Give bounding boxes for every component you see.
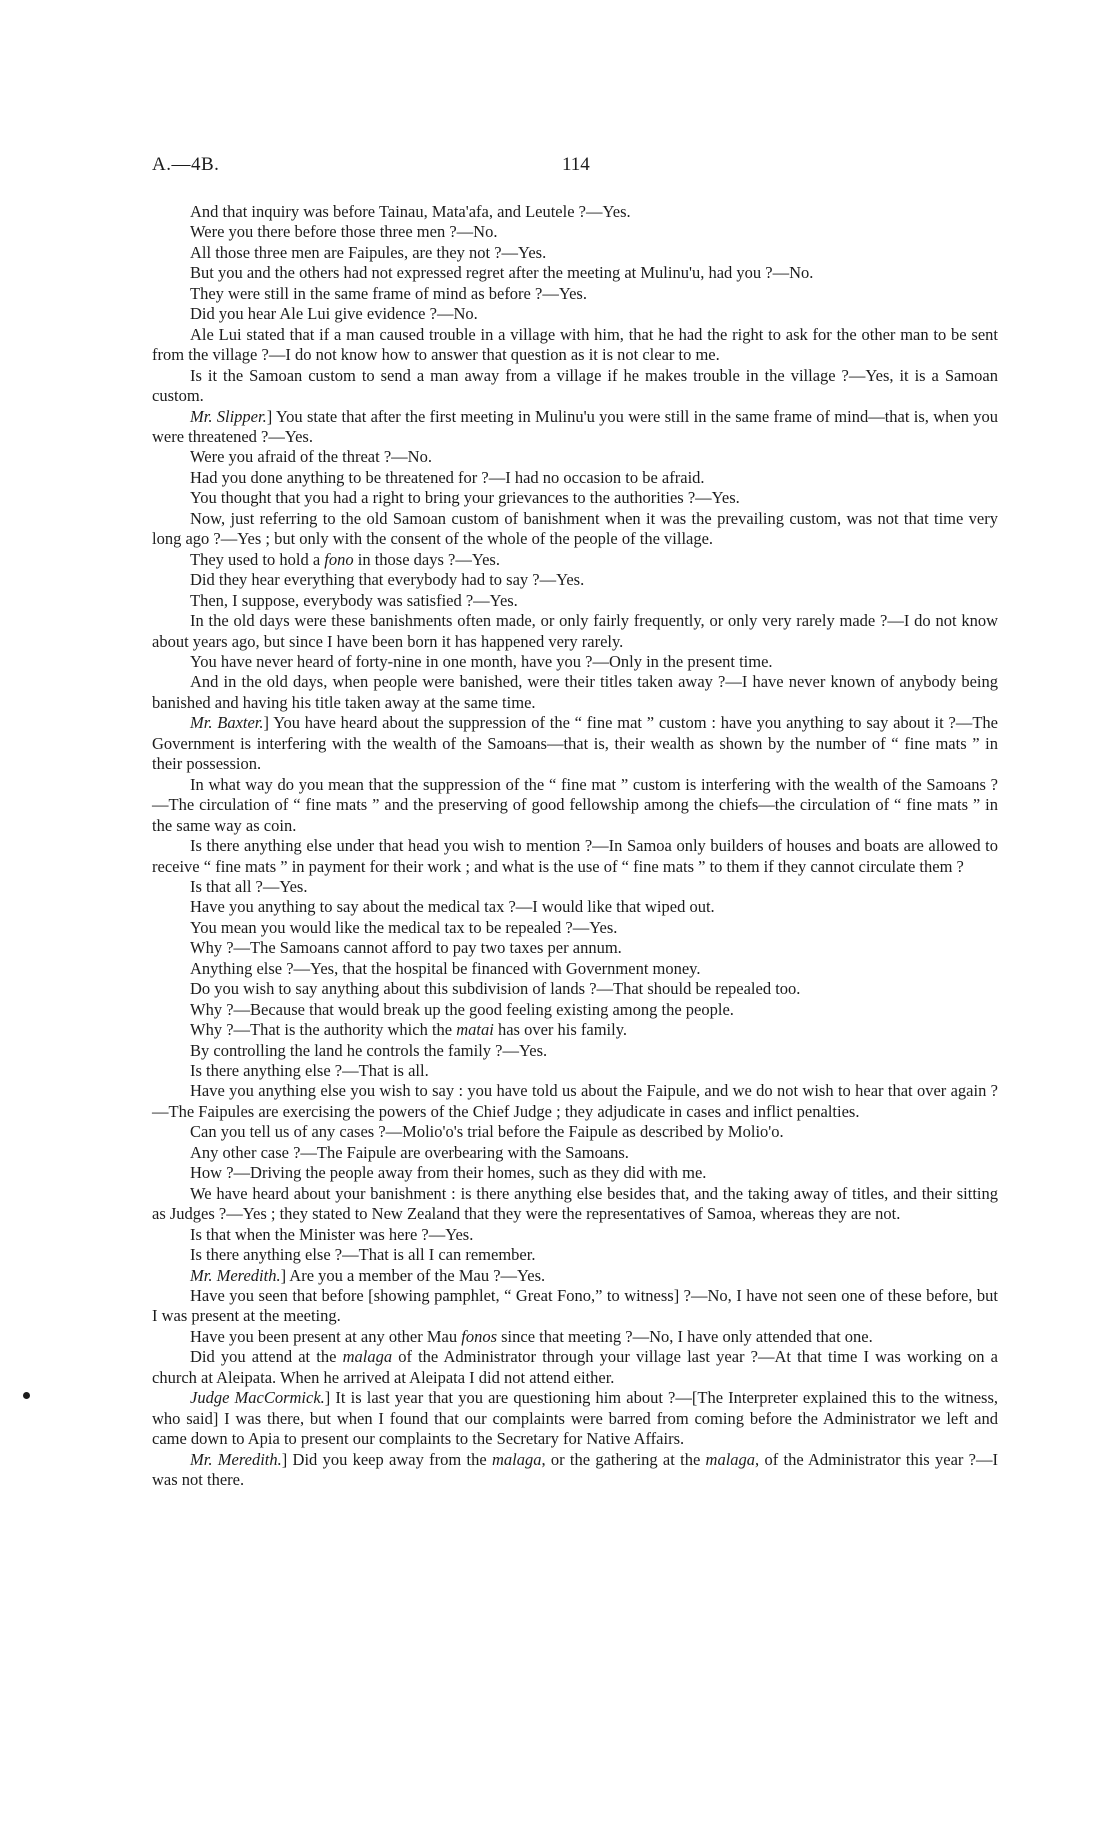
paragraph <box>152 775 998 836</box>
paragraph <box>152 1327 998 1347</box>
text-run: Were you afraid of the threat ?—No. <box>190 447 432 467</box>
paragraph <box>152 1061 998 1081</box>
text-run: But you and the others had not expressed regret after the meeting at Mulinu'u, had you ?—No. <box>190 263 814 283</box>
paragraph <box>152 243 998 263</box>
text-run: By controlling the land he controls the family ?—Yes. <box>190 1040 548 1060</box>
paragraph <box>152 1000 998 1020</box>
paragraph <box>152 488 998 508</box>
text-run: We have heard about your banishment : is there anything else besides that, and the taking away of titles, and their sitting as Judges ?—Yes ; they stated to New Zealand that they were the representatives of Samoa, whereas they are not. <box>152 1183 998 1224</box>
paragraph <box>152 447 998 467</box>
text-run: Why ?—That is the authority which the <box>190 1020 457 1040</box>
text-run: Had you done anything to be threatened for ?—I had no occasion to be afraid. <box>190 467 705 487</box>
page-header <box>152 154 998 180</box>
text-run: Is it the Samoan custom to send a man away from a village if he makes trouble in the village ?—Yes, it is a Samoan custom. <box>152 365 998 406</box>
text-run: Anything else ?—Yes, that the hospital be financed with Government money. <box>190 958 701 978</box>
text-run: And that inquiry was before Tainau, Mata'afa, and Leutele ?—Yes. <box>190 202 631 221</box>
paragraph <box>152 611 998 652</box>
text-run: Did you hear Ale Lui give evidence ?—No. <box>190 304 478 324</box>
text-run: How ?—Driving the people away from their homes, such as they did with me. <box>190 1163 707 1183</box>
paragraph <box>152 918 998 938</box>
paragraph <box>152 1122 998 1142</box>
italic-run: malaga <box>491 1449 542 1469</box>
text-run: Then, I suppose, everybody was satisfied ?—Yes. <box>190 590 518 610</box>
text-run: Do you wish to say anything about this subdivision of lands ?—That should be repealed too. <box>190 979 801 999</box>
document-reference: A.—4B. <box>152 154 220 175</box>
paragraph <box>152 570 998 590</box>
paragraph <box>152 1245 998 1265</box>
paragraph <box>152 1225 998 1245</box>
text-run: has over his family. <box>493 1020 628 1040</box>
paragraph <box>152 897 998 917</box>
paragraph <box>152 1020 998 1040</box>
text-run: Why ?—Because that would break up the good feeling existing among the people. <box>190 999 734 1019</box>
text-run: Now, just referring to the old Samoan custom of banishment when it was the prevailing custom, was not that time very long ago ?—Yes ; but only with the consent of the whole of the people of the village. <box>152 508 998 549</box>
text-run: Have you seen that before [showing pamphlet, “ Great Fono,” to witness] ?—No, I have not seen one of these before, but I was present at the meeting. <box>152 1286 998 1326</box>
italic-run: malaga <box>342 1347 393 1367</box>
paragraph <box>152 468 998 488</box>
text-run: Why ?—The Samoans cannot afford to pay two taxes per annum. <box>190 938 622 958</box>
text-run: in those days ?—Yes. <box>353 549 500 569</box>
paragraph <box>152 938 998 958</box>
paragraph <box>152 1347 998 1388</box>
paragraph <box>152 1266 998 1286</box>
paragraph <box>152 713 998 774</box>
text-run: since that meeting ?—No, I have only attended that one. <box>497 1326 873 1346</box>
italic-run: Mr. Meredith. <box>190 1449 282 1469</box>
paragraph <box>152 222 998 242</box>
text-run: , or the gathering at the <box>541 1449 706 1469</box>
paragraph <box>152 202 998 222</box>
paragraph <box>152 979 998 999</box>
text-run: Is that all ?—Yes. <box>190 876 308 896</box>
paragraph <box>152 1041 998 1061</box>
paragraph <box>152 325 998 366</box>
paragraph <box>152 1286 998 1327</box>
text-run: They used to hold a <box>190 549 325 569</box>
text-run: Is there anything else ?—That is all I can remember. <box>190 1245 536 1265</box>
paragraph <box>152 284 998 304</box>
paragraph <box>152 263 998 283</box>
paragraph <box>152 407 998 448</box>
text-run: Can you tell us of any cases ?—Molio'o's trial before the Faipule as described by Molio'o. <box>190 1122 784 1142</box>
paragraph <box>152 1450 998 1491</box>
text-run: ] Did you keep away from the <box>281 1449 492 1469</box>
paragraph <box>152 304 998 324</box>
italic-run: Mr. Slipper. <box>190 406 267 426</box>
text-run: ] Are you a member of the Mau ?—Yes. <box>280 1265 546 1285</box>
paragraph <box>152 877 998 897</box>
italic-run: malaga <box>705 1449 756 1469</box>
paragraph <box>152 1163 998 1183</box>
paragraph <box>152 959 998 979</box>
text-run: You have never heard of forty-nine in one month, have you ?—Only in the present time. <box>190 651 773 671</box>
text-run: All those three men are Faipules, are they not ?—Yes. <box>190 242 547 262</box>
paragraph <box>152 366 998 407</box>
text-run: Were you there before those three men ?—No. <box>190 222 498 242</box>
italic-run: Mr. Baxter. <box>190 713 264 733</box>
italic-run: Judge MacCormick. <box>190 1388 325 1408</box>
paragraph <box>152 591 998 611</box>
text-run: They were still in the same frame of mind as before ?—Yes. <box>190 283 587 303</box>
paragraph <box>152 672 998 713</box>
text-run: Any other case ?—The Faipule are overbearing with the Samoans. <box>190 1142 629 1162</box>
text-run: ] You have heard about the suppression of the “ fine mat ” custom : have you anything to say about it ?—The Government is interfering with the wealth of the Samoans—that is, their wealth as shown by the number of “ fine mats ” in their possession. <box>152 713 998 774</box>
text-run: In the old days were these banishments often made, or only fairly frequently, or only very rarely made ?—I do not know about years ago, but since I have been born it has happened very rarely. <box>152 611 998 651</box>
text-run: Is that when the Minister was here ?—Yes. <box>190 1224 474 1244</box>
paragraph <box>152 1388 998 1449</box>
paragraph <box>152 1184 998 1225</box>
text-run: Have you anything else you wish to say : you have told us about the Faipule, and we do not wish to hear that over again ?—The Faipules are exercising the powers of the Chief Judge ; they adjudicate in cases and inflict penalties. <box>152 1081 998 1121</box>
text-run: You thought that you had a right to bring your grievances to the authorities ?—Yes. <box>190 488 740 508</box>
paragraph <box>152 1143 998 1163</box>
paragraph <box>152 652 998 672</box>
italic-run: matai <box>456 1020 494 1040</box>
italic-run: fonos <box>461 1326 498 1346</box>
italic-run: fono <box>324 549 354 569</box>
text-run: , of the Administrator this year ?—I was not there. <box>152 1449 998 1490</box>
text-run: And in the old days, when people were banished, were their titles taken away ?—I have never known of anybody being banished and having his title taken away at the same time. <box>152 672 998 712</box>
text-run: In what way do you mean that the suppression of the “ fine mat ” custom is interfering with the wealth of the Samoans ?—The circulation of “ fine mats ” and the preserving of good fellowship among the chiefs—the circulation of “ fine mats ” in the same way as coin. <box>152 774 998 835</box>
text-run: Is there anything else under that head you wish to mention ?—In Samoa only builders of houses and boats are allowed to receive “ fine mats ” in payment for their work ; and what is the use of “ fine mats ” to them if they cannot circulate them ? <box>152 836 998 876</box>
text-run: ] You state that after the first meeting in Mulinu'u you were still in the same frame of mind—that is, when you were threatened ?—Yes. <box>152 406 998 446</box>
page-number: 114 <box>562 154 590 175</box>
text-run: You mean you would like the medical tax to be repealed ?—Yes. <box>190 917 618 937</box>
text-run: of the Administrator through your village last year ?—At that time I was working on a church at Aleipata. When he arrived at Aleipata I did not attend either. <box>152 1347 998 1387</box>
text-run: Did they hear everything that everybody had to say ?—Yes. <box>190 570 585 590</box>
text-run: ] It is last year that you are questioning him about ?—[The Interpreter explained this to the witness, who said] I was there, but when I found that our complaints were barred from coming before the Administrator we left and came down to Apia to present our complaints to the Secretary for Native Affairs. <box>152 1388 998 1449</box>
paragraph <box>152 550 998 570</box>
margin-dot <box>23 1392 30 1399</box>
paragraph <box>152 1081 998 1122</box>
text-run: Ale Lui stated that if a man caused trouble in a village with him, that he had the right to ask for the other man to be sent from the village ?—I do not know how to answer that question as it is not clear to me. <box>152 324 998 365</box>
italic-run: Mr. Meredith. <box>190 1265 281 1285</box>
paragraph <box>152 836 998 877</box>
text-run: Is there anything else ?—That is all. <box>190 1061 429 1081</box>
text-run: Have you been present at any other Mau <box>190 1326 462 1346</box>
testimony-text <box>152 202 998 1491</box>
text-run: Did you attend at the <box>190 1347 343 1367</box>
text-run: Have you anything to say about the medical tax ?—I would like that wiped out. <box>190 897 715 917</box>
paragraph <box>152 509 998 550</box>
